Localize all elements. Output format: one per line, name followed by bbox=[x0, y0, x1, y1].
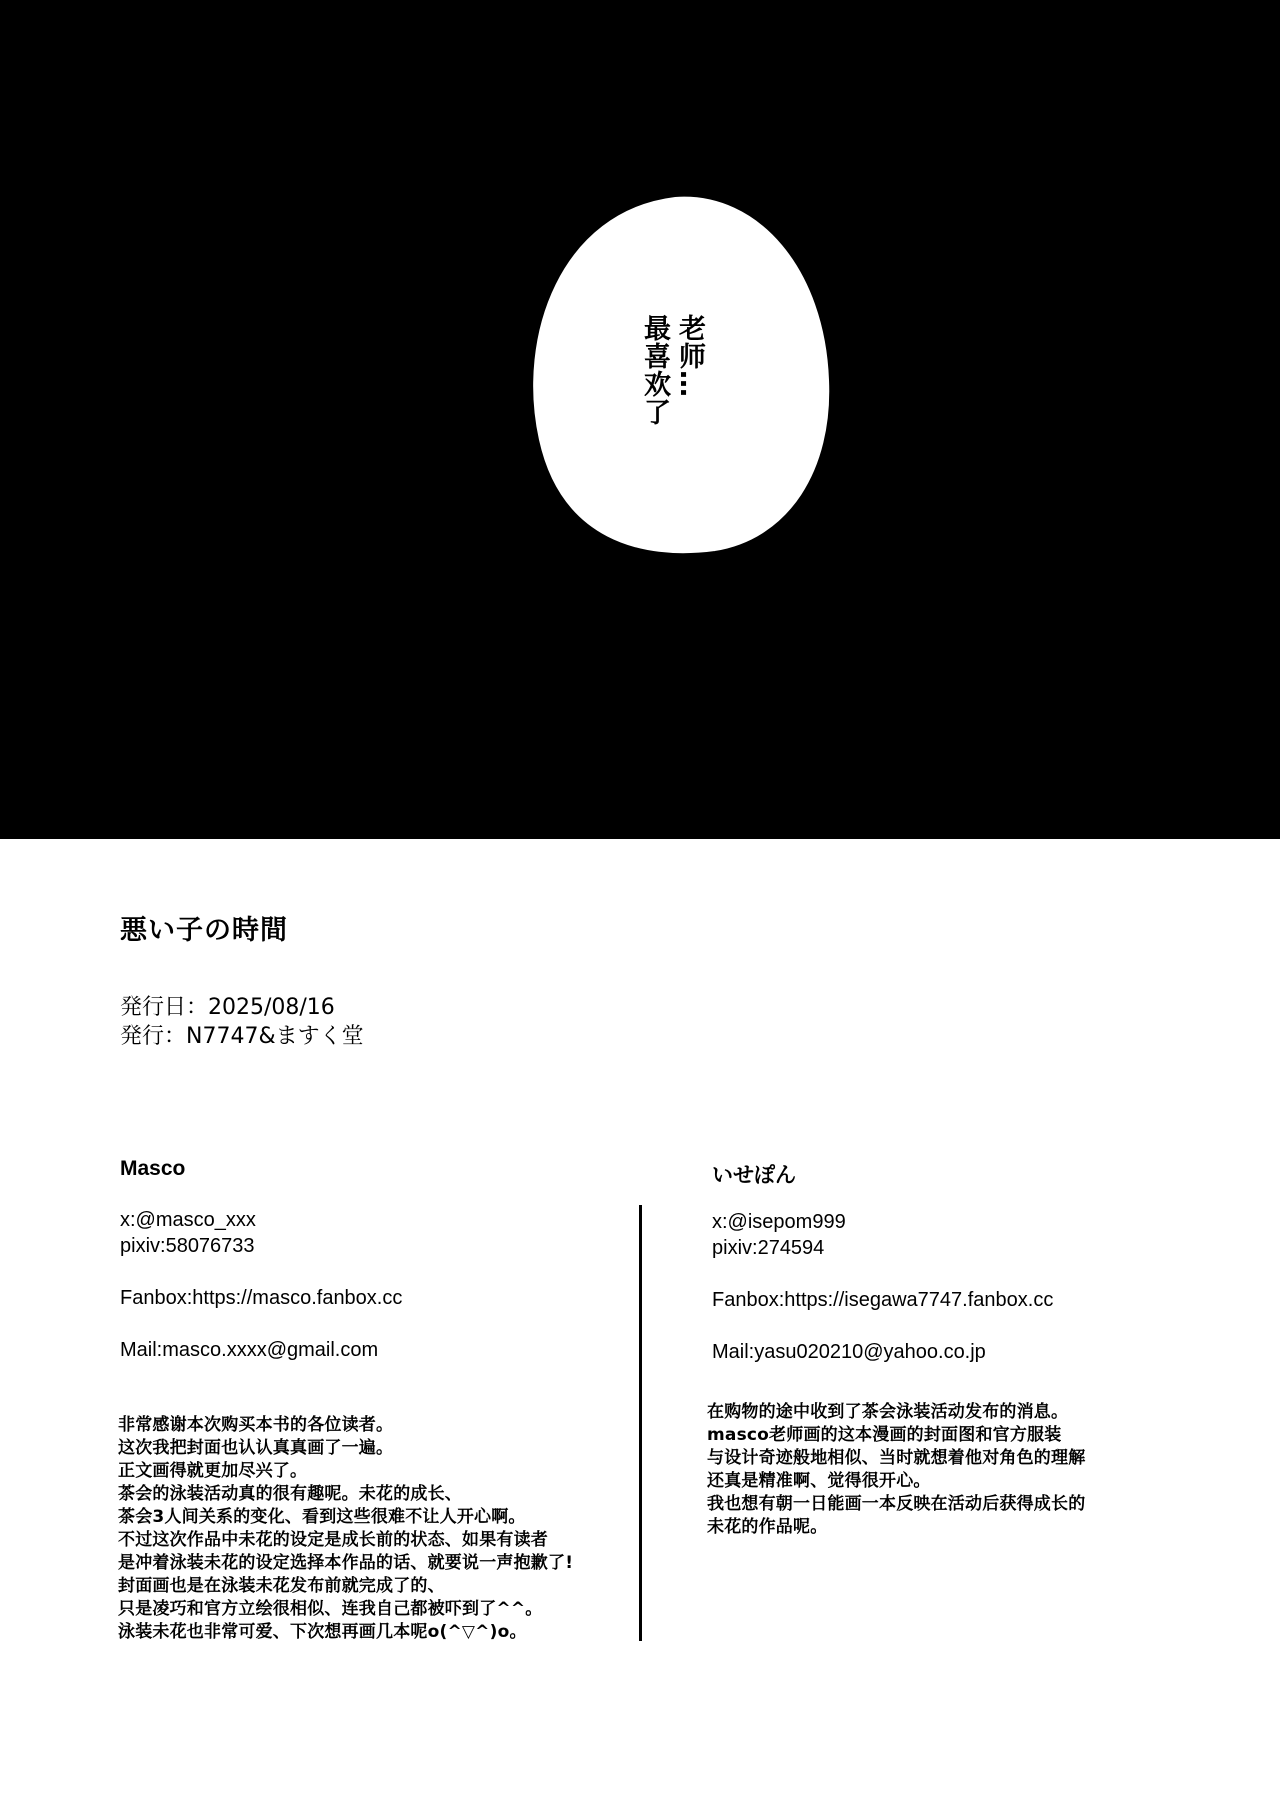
message-line: 我也想有朝一日能画一本反映在活动后获得成长的 bbox=[707, 1494, 1086, 1514]
author-message-isepon bbox=[707, 1401, 1085, 1539]
bubble-line-2: 最喜欢了 bbox=[639, 314, 670, 426]
message-line: 泳装未花也非常可爱、下次想再画几本呢o(^▽^)o。 bbox=[118, 1622, 527, 1642]
author-x-isepon: x:@isepom999 bbox=[712, 1211, 846, 1233]
column-divider bbox=[639, 1205, 642, 1641]
publication-date: 発行日：2025/08/16 bbox=[120, 995, 335, 1020]
message-line: 未花的作品呢。 bbox=[707, 1517, 828, 1537]
author-name-isepon: いせぽん bbox=[712, 1164, 796, 1187]
manga-panel bbox=[0, 0, 1280, 839]
author-fanbox-isepon: Fanbox:https://isegawa7747.fanbox.cc bbox=[712, 1289, 1054, 1311]
bubble-dialogue bbox=[639, 314, 705, 426]
book-title: 悪い子の時間 bbox=[120, 915, 288, 946]
author-message-masco bbox=[118, 1414, 573, 1644]
message-line: 这次我把封面也认认真真画了一遍。 bbox=[118, 1438, 394, 1458]
author-fanbox-masco: Fanbox:https://masco.fanbox.cc bbox=[120, 1287, 403, 1309]
message-line: 茶会3人间关系的变化、看到这些很难不让人开心啊。 bbox=[118, 1507, 526, 1527]
message-line: 在购物的途中收到了茶会泳装活动发布的消息。 bbox=[707, 1402, 1069, 1422]
author-mail-masco: Mail:masco.xxxx@gmail.com bbox=[120, 1339, 379, 1361]
author-mail-isepon: Mail:yasu020210@yahoo.co.jp bbox=[712, 1341, 986, 1363]
author-x-masco: x:@masco_xxx bbox=[120, 1209, 256, 1231]
message-line: 非常感谢本次购买本书的各位读者。 bbox=[118, 1415, 394, 1435]
message-line: 还真是精准啊、觉得很开心。 bbox=[707, 1471, 931, 1491]
author-pixiv-isepon: pixiv:274594 bbox=[712, 1237, 825, 1259]
bubble-line-1: 老师… bbox=[674, 314, 705, 398]
message-line: 只是凌巧和官方立绘很相似、连我自己都被吓到了^^。 bbox=[118, 1599, 543, 1619]
author-name-masco: Masco bbox=[120, 1157, 186, 1180]
message-line: 是冲着泳装未花的设定选择本作品的话、就要说一声抱歉了! bbox=[118, 1553, 574, 1573]
author-pixiv-masco: pixiv:58076733 bbox=[120, 1235, 255, 1257]
message-line: 不过这次作品中未花的设定是成长前的状态、如果有读者 bbox=[118, 1530, 548, 1550]
publisher: 発行：N7747&ますく堂 bbox=[120, 1024, 364, 1049]
message-line: 与设计奇迹般地相似、当时就想着他对角色的理解 bbox=[707, 1448, 1086, 1468]
message-line: 封面画也是在泳装未花发布前就完成了的、 bbox=[118, 1576, 445, 1596]
message-line: 正文画得就更加尽兴了。 bbox=[118, 1461, 308, 1481]
message-line: masco老师画的这本漫画的封面图和官方服装 bbox=[707, 1425, 1062, 1445]
message-line: 茶会的泳装活动真的很有趣呢。未花的成长、 bbox=[118, 1484, 462, 1504]
